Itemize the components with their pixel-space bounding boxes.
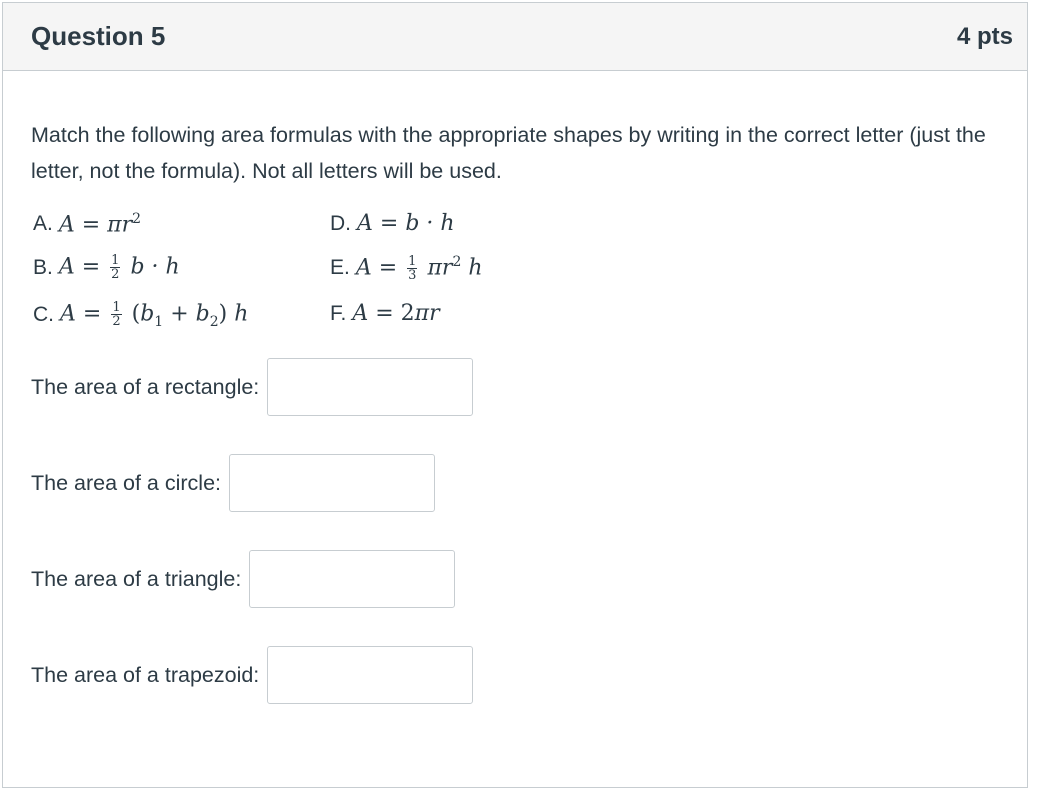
formula-equals: = [82, 301, 102, 327]
formula-letter: C. [33, 303, 54, 327]
formula-math [352, 301, 439, 326]
question-points: 4 pts [956, 22, 1013, 50]
formula-lhs: A [60, 301, 76, 327]
answer-row-trapezoid [31, 646, 473, 704]
answer-row-rectangle [31, 358, 473, 416]
formula-subscript: 2 [209, 313, 219, 330]
formula-letter: D. [330, 211, 351, 235]
formula-exponent: 2 [132, 211, 142, 227]
formula-subscript: 1 [154, 313, 164, 330]
formula-constant: 2 [400, 301, 415, 326]
fraction-denominator: 2 [112, 314, 121, 329]
question-card [2, 2, 1028, 788]
fraction-numerator: 1 [112, 300, 121, 315]
answer-input-circle[interactable] [229, 454, 435, 512]
fraction-denominator: 2 [111, 267, 120, 282]
answer-input-triangle[interactable] [249, 550, 455, 608]
fraction-numerator: 1 [408, 253, 417, 269]
formula-var: h [468, 255, 483, 281]
formula-var: b [195, 301, 210, 327]
formula-equals: = [378, 255, 398, 281]
formula-pi: π [107, 212, 122, 238]
answer-input-rectangle[interactable] [267, 358, 473, 416]
formula-e [330, 254, 483, 282]
formula-letter: A. [33, 212, 53, 236]
formula-math [59, 211, 141, 237]
formula-d [330, 211, 455, 236]
formula-b [33, 254, 180, 281]
answer-label: The area of a circle: [31, 470, 222, 495]
fraction [110, 254, 120, 281]
formula-lhs: A [355, 255, 372, 281]
formula-var: h [234, 301, 249, 327]
formula-math [356, 254, 483, 282]
formula-letter: B. [33, 255, 53, 279]
fraction [407, 255, 417, 282]
formula-expression: πr [414, 301, 440, 326]
formula-expression: b · h [130, 254, 180, 280]
formula-lhs: A [58, 212, 75, 238]
formula-lhs: A [357, 211, 373, 236]
formula-math [60, 301, 248, 330]
formula-pi: π [427, 255, 442, 281]
formula-equals: = [375, 301, 394, 326]
fraction-numerator: 1 [111, 253, 120, 268]
answer-label: The area of a triangle: [31, 566, 242, 591]
formula-f [330, 301, 440, 326]
answer-label: The area of a trapezoid: [31, 662, 260, 687]
formula-paren-open: ( [131, 301, 141, 327]
fraction-denominator: 3 [408, 267, 417, 283]
formula-paren-close: ) [218, 301, 228, 327]
question-prompt: Match the following area formulas with the appropriate shapes by writing in the correct letter (just the letter, not the formula). Not all letters will be used. [31, 123, 986, 183]
formula-var: r [441, 255, 453, 281]
formula-plus: + [170, 301, 189, 327]
formula-lhs: A [58, 254, 75, 280]
formula-letter: F. [330, 301, 347, 325]
formula-lhs: A [352, 301, 369, 326]
answer-row-triangle [31, 550, 455, 608]
answer-input-trapezoid[interactable] [267, 646, 473, 704]
formula-math [59, 254, 180, 281]
formula-equals: = [379, 211, 399, 236]
fraction [111, 301, 121, 328]
formula-equals: = [81, 212, 101, 238]
answer-label: The area of a rectangle: [31, 374, 260, 399]
question-title: Question 5 [31, 21, 166, 51]
formula-expression: b · h [405, 211, 455, 236]
question-header [3, 3, 1027, 71]
formula-var: r [121, 212, 133, 238]
answer-row-circle [31, 454, 435, 512]
formula-letter: E. [330, 255, 350, 279]
formula-c [33, 301, 248, 330]
formula-var: b [140, 301, 155, 327]
formula-a [33, 211, 141, 237]
formula-math [357, 211, 455, 236]
formula-exponent: 2 [452, 254, 462, 270]
formula-equals: = [81, 254, 101, 280]
